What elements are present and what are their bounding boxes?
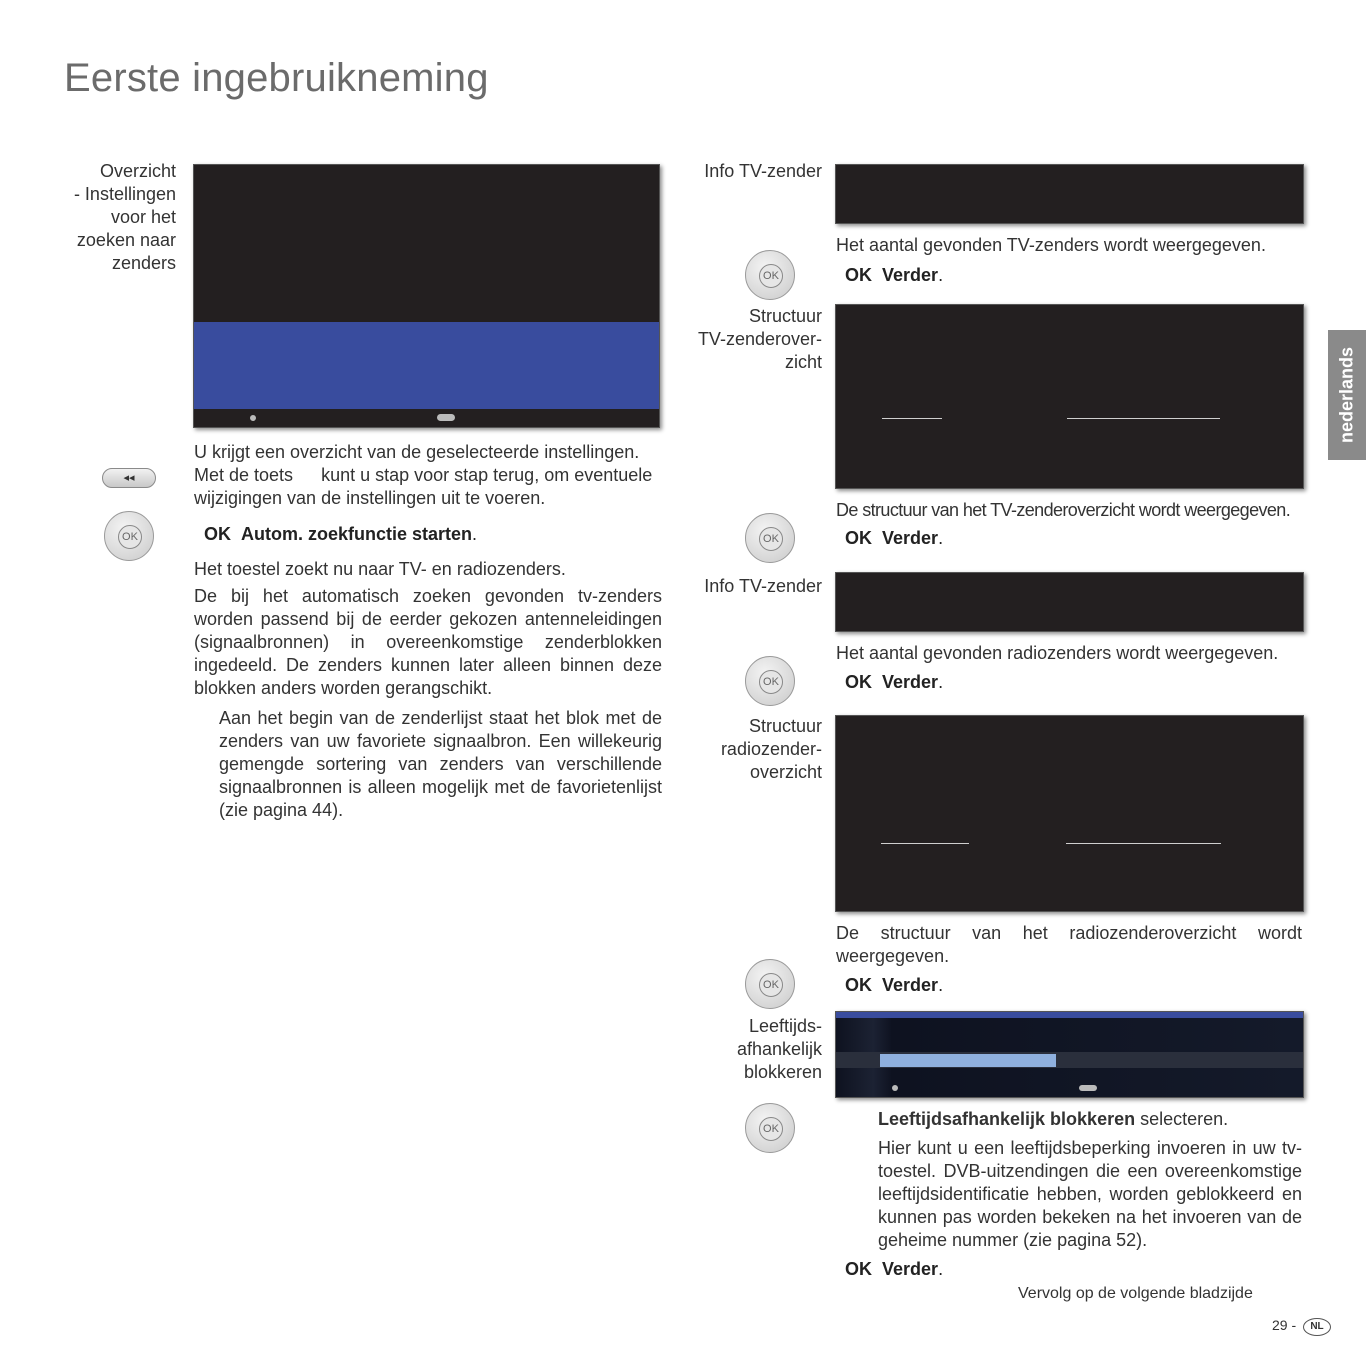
tv-screenshot-structure-tv [835, 304, 1304, 489]
ok-key: OK [845, 1259, 872, 1279]
ok-action: Verder [882, 265, 939, 285]
back-key-icon [1079, 1085, 1097, 1091]
page-title: Eerste ingebruikneming [64, 56, 489, 100]
ok-instruction [845, 528, 943, 549]
side-label-line: Structuur [748, 306, 822, 326]
text-fragment: kunt u stap voor stap terug, om eventuele [321, 465, 653, 485]
structure-tv-text: De structuur van het TV-zenderoverzicht wordt weergegeven. [836, 500, 1291, 520]
ok-key: OK [204, 524, 231, 544]
text-fragment: Met de toets [194, 465, 294, 485]
ok-instruction [204, 524, 477, 545]
ok-instruction [845, 1259, 943, 1280]
punct: . [472, 524, 478, 544]
ok-action: Verder [882, 975, 939, 995]
underline [882, 418, 942, 419]
structure-radio-text: De structuur van het radiozenderoverzicht wordt weergegeven. [836, 923, 1302, 966]
back-button-icon: ◂◂ [102, 468, 156, 488]
ok-action: Verder [882, 528, 939, 548]
tv-screenshot-structure-radio [835, 715, 1304, 912]
side-label-line: radiozender- [720, 739, 822, 759]
ok-glyph: OK [759, 670, 783, 694]
ok-button-icon [745, 250, 795, 300]
side-label-line: Overzicht [99, 161, 176, 181]
side-label-line: - Instellingen [73, 184, 176, 204]
back-key-icon [437, 414, 455, 421]
ok-instruction [845, 672, 943, 693]
side-label-line: Structuur [748, 716, 822, 736]
ok-action: Verder [882, 672, 939, 692]
highlighted-menu-item [880, 1054, 1056, 1067]
side-label-line: blokkeren [743, 1062, 822, 1082]
ok-key: OK [845, 528, 872, 548]
language-tab-label: nederlands [1336, 346, 1357, 444]
overview-paragraph [194, 441, 664, 510]
ok-key: OK [845, 672, 872, 692]
ok-button-icon [745, 513, 795, 563]
favorites-paragraph: Aan het begin van de zenderlijst staat het blok met de zenders van uw favoriete signaalbron. Een willekeurig gemengde sortering van zenders van verschillende signaalbronnen is alleen mogelijk met de favorietenlijst (zie pagina 44). [219, 708, 662, 820]
punct: . [938, 672, 944, 692]
info-radio-text: Het aantal gevonden radiozenders wordt weergegeven. [836, 643, 1279, 663]
punct: . [938, 265, 944, 285]
text-line [194, 464, 664, 487]
underline [1066, 843, 1221, 844]
side-label-info-tv: Info TV-zender [704, 161, 822, 181]
age-select-bold: Leeftijdsafhankelijk blokkeren [878, 1109, 1136, 1129]
side-label-line: voor het [110, 207, 176, 227]
side-label-line: zenders [111, 253, 176, 273]
text-line: U krijgt een overzicht van de geselecteerde instellingen. [194, 442, 640, 462]
tv-screenshot-info-tv [835, 164, 1304, 224]
page-number: 29 - [1272, 1317, 1297, 1333]
punct: . [938, 1259, 944, 1279]
age-lock-text: Hier kunt u een leeftijdsbeperking invoeren in uw tv-toestel. DVB-uitzendingen die een overeenkomstige leeftijdsidentificatie hebben, worden geblokkeerd en kunnen pas worden bekeken na het invoeren van de geheime nummer (zie pagina 52). [878, 1138, 1302, 1250]
punct: . [938, 528, 944, 548]
ok-button-icon [745, 656, 795, 706]
search-paragraph: Het toestel zoekt nu naar TV- en radiozenders. [194, 559, 566, 579]
side-label-line: overzicht [749, 762, 822, 782]
ok-glyph: OK [759, 264, 783, 288]
ok-glyph: OK [759, 527, 783, 551]
side-label-structure-radio [680, 715, 822, 784]
blue-panel [194, 322, 659, 409]
side-label-line: zoeken naar [76, 230, 176, 250]
tv-screenshot-overview [193, 164, 660, 428]
side-label-overzicht [40, 160, 176, 275]
ok-action: Verder [882, 1259, 939, 1279]
ok-key: OK [845, 265, 872, 285]
side-label-age-lock [680, 1015, 822, 1084]
language-tab [1328, 330, 1366, 460]
nl-badge-icon: NL [1303, 1318, 1331, 1336]
age-select-rest: selecteren. [1135, 1109, 1229, 1129]
tv-screenshot-info-radio [835, 572, 1304, 632]
channels-paragraph: De bij het automatisch zoeken gevonden tv-zenders worden passend bij de eerder gekozen antenneleidingen (signaalbronnen) in overeenkomstige zenderblokken ingedeeld. De zenders kunnen later alleen binnen deze blokken anders worden gerangschikt. [194, 586, 662, 698]
ok-glyph: OK [759, 973, 783, 997]
ok-button-icon [745, 959, 795, 1009]
side-label-line: afhankelijk [736, 1039, 822, 1059]
ok-action: Autom. zoekfunctie starten [241, 524, 473, 544]
underline [881, 843, 969, 844]
age-select-instruction [878, 1108, 1308, 1131]
ok-glyph: OK [118, 525, 142, 549]
side-label-line: TV-zenderover- [697, 329, 822, 349]
tv-screenshot-age-lock [835, 1011, 1304, 1098]
ok-instruction [845, 265, 943, 286]
red-dot-icon [892, 1085, 898, 1091]
side-label-line: zicht [784, 352, 822, 372]
continued-note: Vervolg op de volgende bladzijde [1018, 1285, 1253, 1302]
side-label-info-radio: Info TV-zender [704, 576, 822, 596]
ok-glyph: OK [759, 1117, 783, 1141]
red-dot-icon [250, 415, 256, 421]
underline [1067, 418, 1220, 419]
ok-button-icon [104, 511, 154, 561]
punct: . [938, 975, 944, 995]
text-line: wijzigingen van de instellingen uit te voeren. [194, 488, 546, 508]
ok-key: OK [845, 975, 872, 995]
side-label-line: Leeftijds- [748, 1016, 822, 1036]
info-tv-text: Het aantal gevonden TV-zenders wordt weergegeven. [836, 235, 1266, 255]
side-label-structure-tv [680, 305, 822, 374]
blue-header [836, 1012, 1303, 1018]
ok-button-icon [745, 1103, 795, 1153]
ok-instruction [845, 975, 943, 996]
